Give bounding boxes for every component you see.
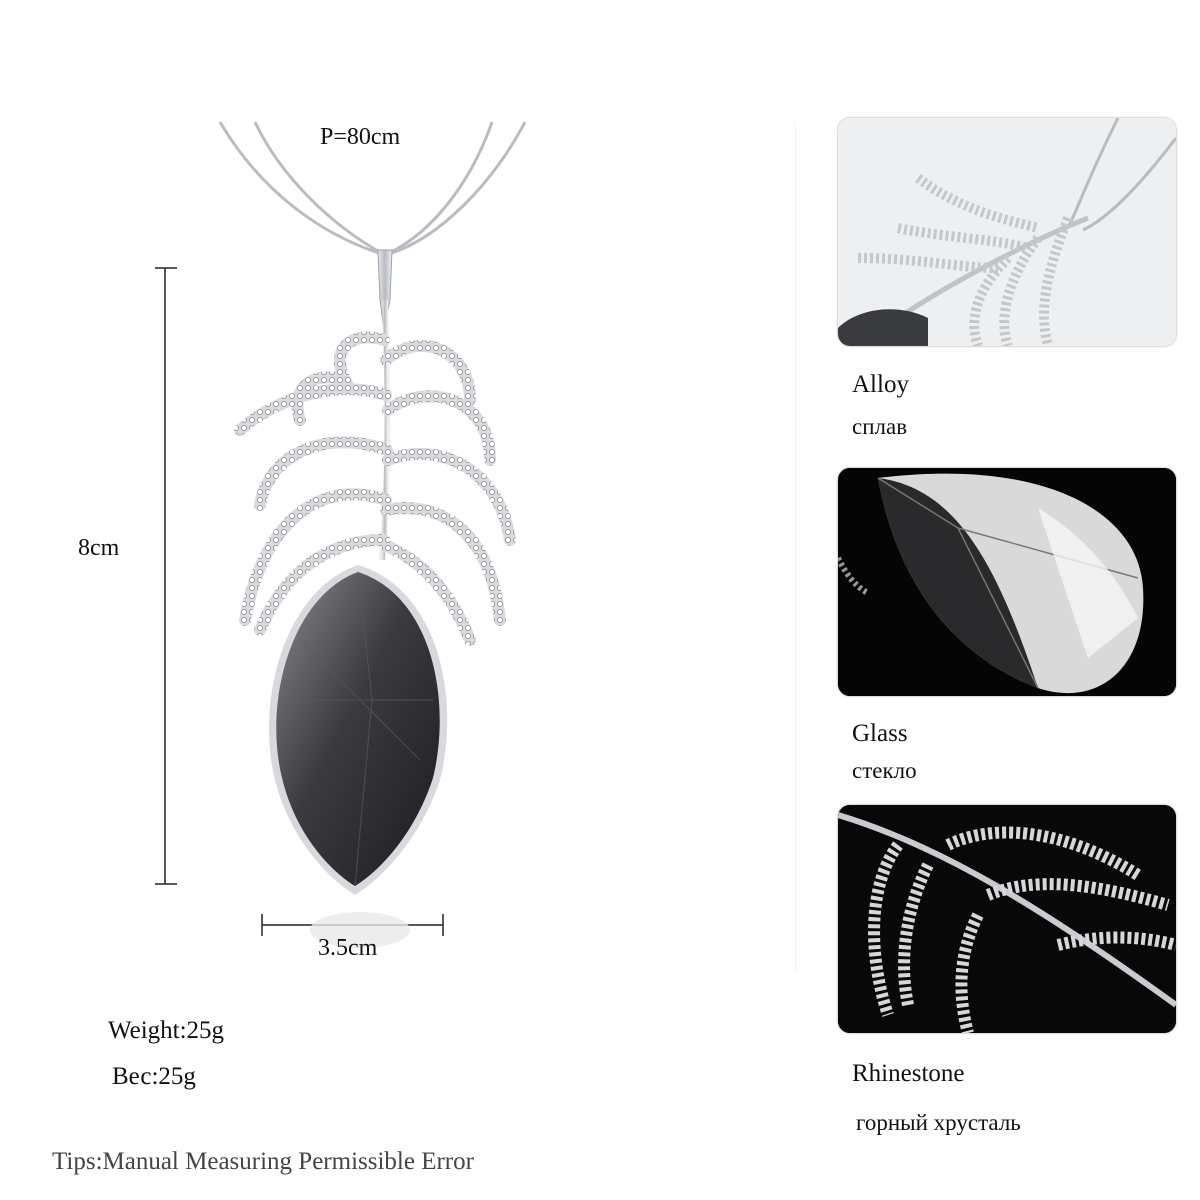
material-glass-label: Glass bbox=[852, 720, 908, 747]
divider bbox=[795, 122, 796, 972]
material-rhinestone-label-ru: горный хрусталь bbox=[856, 1110, 1021, 1135]
height-dimension-line bbox=[155, 268, 177, 884]
alloy-closeup-image bbox=[838, 118, 1176, 346]
weight-label-ru: Вес:25g bbox=[112, 1063, 196, 1090]
rhinestone-closeup-image bbox=[838, 805, 1176, 1033]
material-glass-label-ru: стекло bbox=[852, 758, 917, 783]
glass-stone bbox=[269, 565, 447, 895]
width-label: 3.5cm bbox=[318, 935, 378, 961]
chain-length-label: P=80cm bbox=[320, 124, 401, 150]
material-rhinestone-label: Rhinestone bbox=[852, 1060, 965, 1087]
material-alloy-label: Alloy bbox=[852, 371, 909, 398]
tips-note: Tips:Manual Measuring Permissible Error bbox=[52, 1148, 474, 1175]
glass-closeup-image bbox=[838, 468, 1176, 696]
weight-label-en: Weight:25g bbox=[108, 1017, 225, 1044]
material-alloy-label-ru: сплав bbox=[852, 414, 908, 439]
height-label: 8cm bbox=[78, 535, 120, 561]
